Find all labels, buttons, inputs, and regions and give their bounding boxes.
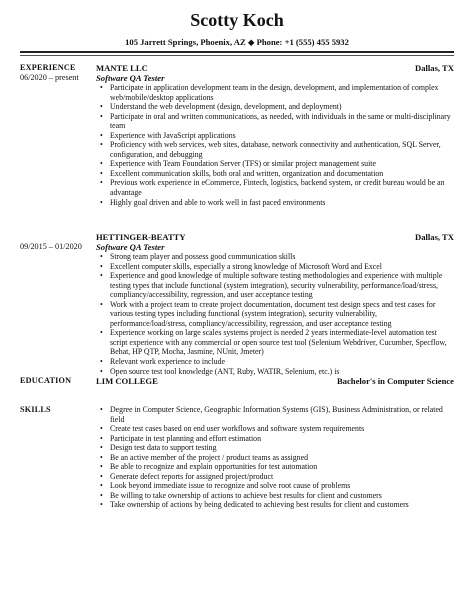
list-item: • Generate defect reports for assigned project/product (96, 472, 454, 482)
contact-line: 105 Jarrett Springs, Phoenix, AZ ◆ Phone: +1 (555) 455 5932 (125, 37, 349, 47)
list-item: • Proficiency with web services, web sites, database, network connectivity and authentication, SQL Server, configuration, and debugging (96, 140, 454, 159)
list-item: • Experience working on large scales systems project is needed 2 years intermediate-level automation test script experience with any commercial or open source test tool (Selenium Webdriver, Cucumber, Specflow, Behat, HP QTP, Mocha, Jasmine, NUnit, Jmeter) (96, 328, 454, 357)
list-item: • Excellent computer skills, especially a strong knowledge of Microsoft Word and Excel (96, 262, 454, 272)
job-1-employer: MANTE LLC (96, 63, 148, 73)
job-2-location: Dallas, TX (415, 232, 454, 242)
skills-bullets (96, 405, 454, 510)
list-item: • Look beyond immediate issue to recognize and solve root cause of problems (96, 481, 454, 491)
header-divider-thin (20, 55, 454, 56)
list-item: • Be able to recognize and explain opportunities for test automation (96, 462, 454, 472)
list-item: • Take ownership of actions by being dedicated to achieving best results for client and customers (96, 500, 454, 510)
job-2-title: Software QA Tester (96, 242, 165, 252)
list-item: • Degree in Computer Science, Geographic Information Systems (GIS), Business Administration, or related field (96, 405, 454, 424)
list-item: • Participate in oral and written communications, as needed, with individuals in the same or multi-disciplinary team (96, 112, 454, 131)
job-1-location: Dallas, TX (415, 63, 454, 73)
list-item: • Participate in test planning and effort estimation (96, 434, 454, 444)
list-item: • Understand the web development (design, development, and deployment) (96, 102, 454, 112)
list-item: • Previous work experience in eCommerce, Fintech, logistics, backend system, or credit bureau would be an advantage (96, 178, 454, 197)
list-item: • Work with a project team to create project documentation, document test design specs and test cases for various testing types including functional (system integration), security vulnerability, performance/load/stress, compliancy/accessibility, regression, and user acceptance testing (96, 300, 454, 329)
list-item: • Excellent communication skills, both oral and written, organization and documentation (96, 169, 454, 179)
job-1-dates: 06/2020 – present (20, 73, 79, 82)
list-item: • Design test data to support testing (96, 443, 454, 453)
skills-heading: SKILLS (20, 405, 51, 414)
list-item: • Strong team player and possess good communication skills (96, 252, 454, 262)
list-item: • Open source test tool knowledge (ANT, Ruby, WATIR, Selenium, etc.) is (96, 367, 454, 377)
job-2-employer: HETTINGER-BEATTY (96, 232, 186, 242)
list-item: • Experience and good knowledge of multiple software testing methodologies and experience with multiple testing types that include functional (system integration), security vulnerability, performance/load/stress, compliancy/accessibility, regression, and user acceptance testing (96, 271, 454, 300)
list-item: • Relevant work experience to include (96, 357, 454, 367)
list-item: • Highly goal driven and able to work well in fast paced environments (96, 198, 454, 208)
list-item: • Experience with JavaScript applications (96, 131, 454, 141)
education-degree: Bachelor's in Computer Science (336, 376, 454, 386)
education-heading: EDUCATION (20, 376, 72, 385)
experience-heading: EXPERIENCE (20, 63, 76, 72)
list-item: • Participate in application development team in the design, development, and implementation of complex web/mobile/desktop applications (96, 83, 454, 102)
header-divider-thick (20, 51, 454, 53)
education-school: LIM COLLEGE (96, 376, 158, 386)
list-item: • Create test cases based on end user workflows and software system requirements (96, 424, 454, 434)
list-item: • Be willing to take ownership of actions to achieve best results for client and customers (96, 491, 454, 501)
job-2-dates: 09/2015 – 01/2020 (20, 242, 82, 251)
list-item: • Experience with Team Foundation Server (TFS) or similar project management suite (96, 159, 454, 169)
job-1-bullets (96, 83, 454, 207)
job-2-bullets (96, 252, 454, 376)
job-1-title: Software QA Tester (96, 73, 165, 83)
list-item: • Be an active member of the project / product teams as assigned (96, 453, 454, 463)
candidate-name: Scotty Koch (190, 10, 284, 30)
